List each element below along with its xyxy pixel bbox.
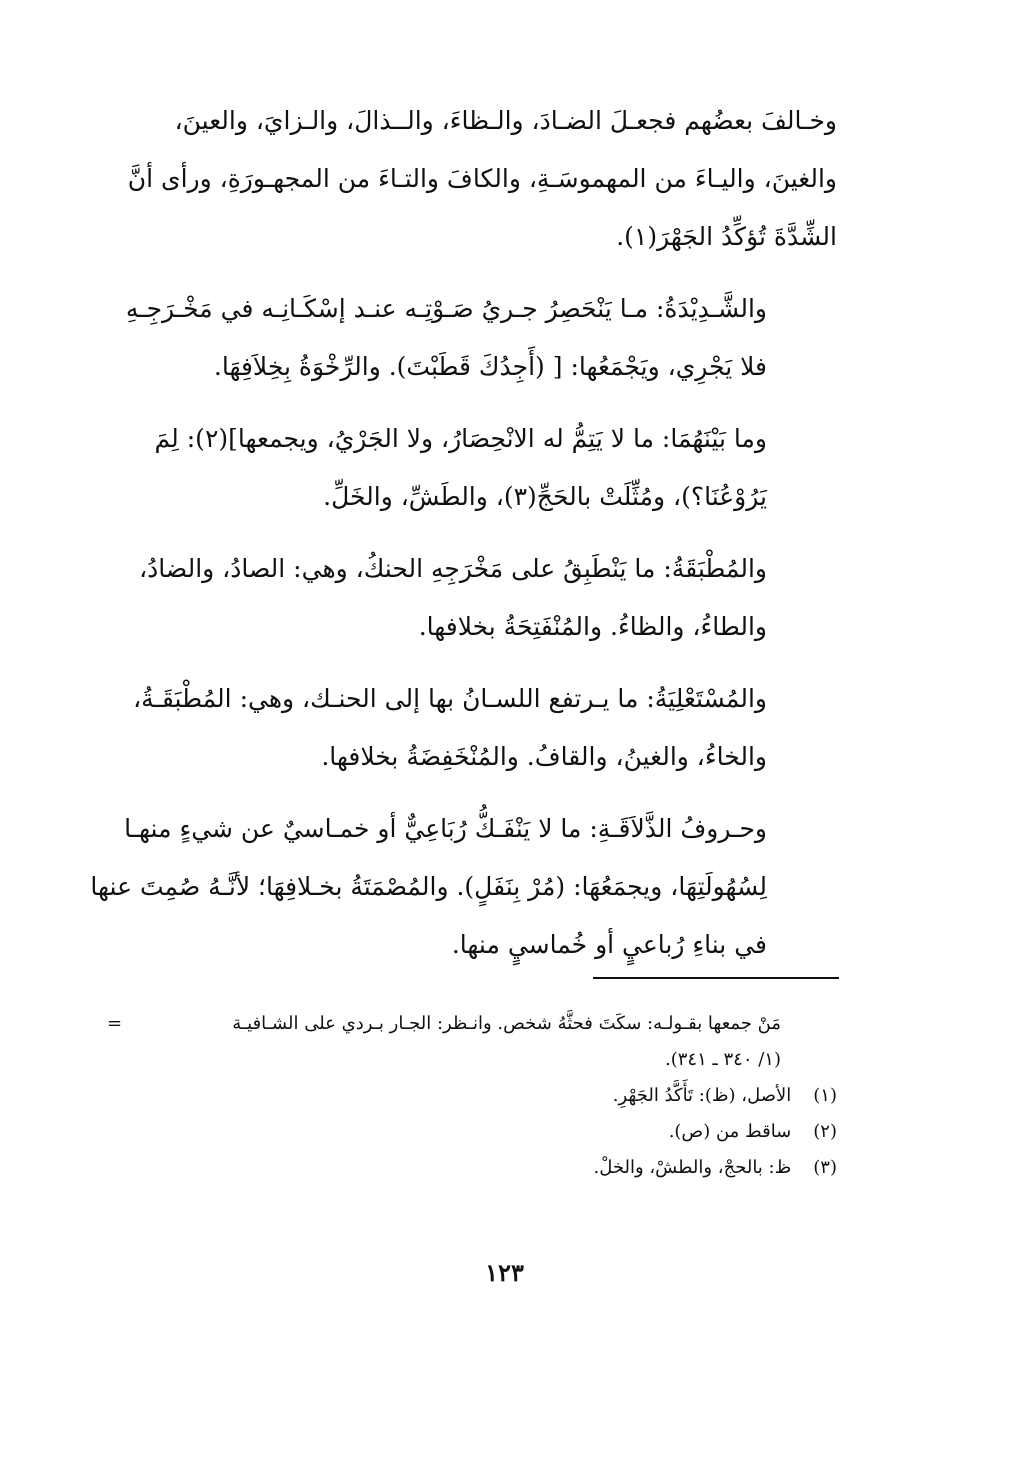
footnote-text: ساقط من (ص). xyxy=(668,1121,792,1142)
footnote-item xyxy=(107,1114,837,1150)
paragraph xyxy=(127,92,837,266)
text-line: والطاءُ، والظاءُ. والمُنْفَتِحَةُ بخلافها. xyxy=(418,612,767,641)
continuation-mark: = xyxy=(107,1013,123,1034)
paragraph xyxy=(139,540,837,656)
text-line: يَرُوْعُنَا؟)، ومُثِّلَتْ بالحَجِّ(٣)، والطَشِّ، والخَلِّ. xyxy=(323,482,767,511)
text-line: الشِّدَّةَ تُؤكِّدُ الجَهْرَ(١). xyxy=(616,222,837,251)
footnote-number: (١) xyxy=(813,1085,837,1106)
main-text xyxy=(90,92,837,988)
text-line: والشَّـدِيْدَةُ: مـا يَنْحَصِرُ جـريُ صَـوْتِـه عنـد إسْكَـانِـه في مَخْـرَجِـهِ xyxy=(125,294,767,323)
footnote-continuation-line: مَنْ جمعها بقـولـه: سكَتَ فحثَّهُ شخص. وانـظر: الجـار بـردي على الشـافيـة xyxy=(232,1013,781,1034)
footnotes xyxy=(107,1006,837,1186)
text-line: والمُسْتَعْلِيَةُ: ما يـرتفع اللسـانُ بها إلى الحنـك، وهي: المُطْبَقَـةُ، xyxy=(133,684,767,713)
footnote-item xyxy=(107,1150,837,1186)
footnote-text: ظ: بالحجْ، والطشْ، والخلْ. xyxy=(593,1157,792,1178)
footnote-number: (٣) xyxy=(813,1157,837,1178)
text-line: لِسُهُولَتِهَا، ويجمَعُهَا: (مُرْ بِنَفَلٍ). والمُصْمَتَةُ بخـلافِهَا؛ لأنَّـهُ صُمِتَ عنها xyxy=(90,872,767,901)
footnote-divider xyxy=(593,977,839,979)
text-line: والغينَ، واليـاءَ من المهموسَـةِ، والكافَ والتـاءَ من المجهـورَةِ، ورأى أنَّ xyxy=(127,164,837,193)
text-line: وخـالفَ بعضُهم فجعـلَ الضـادَ، والـظاءَ، والــذالَ، والـزايَ، والعينَ، xyxy=(174,106,837,135)
text-line: والخاءُ، والغينُ، والقافُ. والمُنْخَفِضَةُ بخلافها. xyxy=(321,742,767,771)
page-number: ١٢٣ xyxy=(485,1258,524,1287)
text-line: في بناءِ رُباعيٍ أو خُماسيٍ منها. xyxy=(451,930,767,959)
footnote-continuation-line: (١/ ٣٤٠ ـ ٣٤١). xyxy=(665,1049,781,1070)
footnote-continuation xyxy=(107,1006,837,1078)
paragraph xyxy=(90,800,837,974)
paragraph xyxy=(154,410,837,526)
footnote-number: (٢) xyxy=(813,1121,837,1142)
text-line: وما بَيْنَهُمَا: ما لا يَتِمُّ له الانْحِصَارُ، ولا الجَرْيُ، ويجمعها](٢): لِمَ xyxy=(154,424,767,453)
text-line: والمُطْبَقَةُ: ما يَنْطَبِقُ على مَخْرَجِهِ الحنكُ، وهي: الصادُ، والضادُ، xyxy=(139,554,767,583)
paragraph xyxy=(133,670,837,786)
text-line: وحـروفُ الذَّلاَقَـةِ: ما لا يَنْفَـكُّ رُبَاعِيٌّ أو خمـاسيٌ عن شيءٍ منهـا xyxy=(124,814,767,843)
footnote-item xyxy=(107,1078,837,1114)
footnote-text: الأصل، (ظ): تَأَكَّدُ الجَهْرِ. xyxy=(612,1085,792,1106)
paragraph xyxy=(125,280,837,396)
text-line: فلا يَجْرِي، ويَجْمَعُها: [ (أَجِدُكَ قَطَبْتَ). والرِّخْوَةُ بِخِلاَفِهَا. xyxy=(213,352,767,381)
